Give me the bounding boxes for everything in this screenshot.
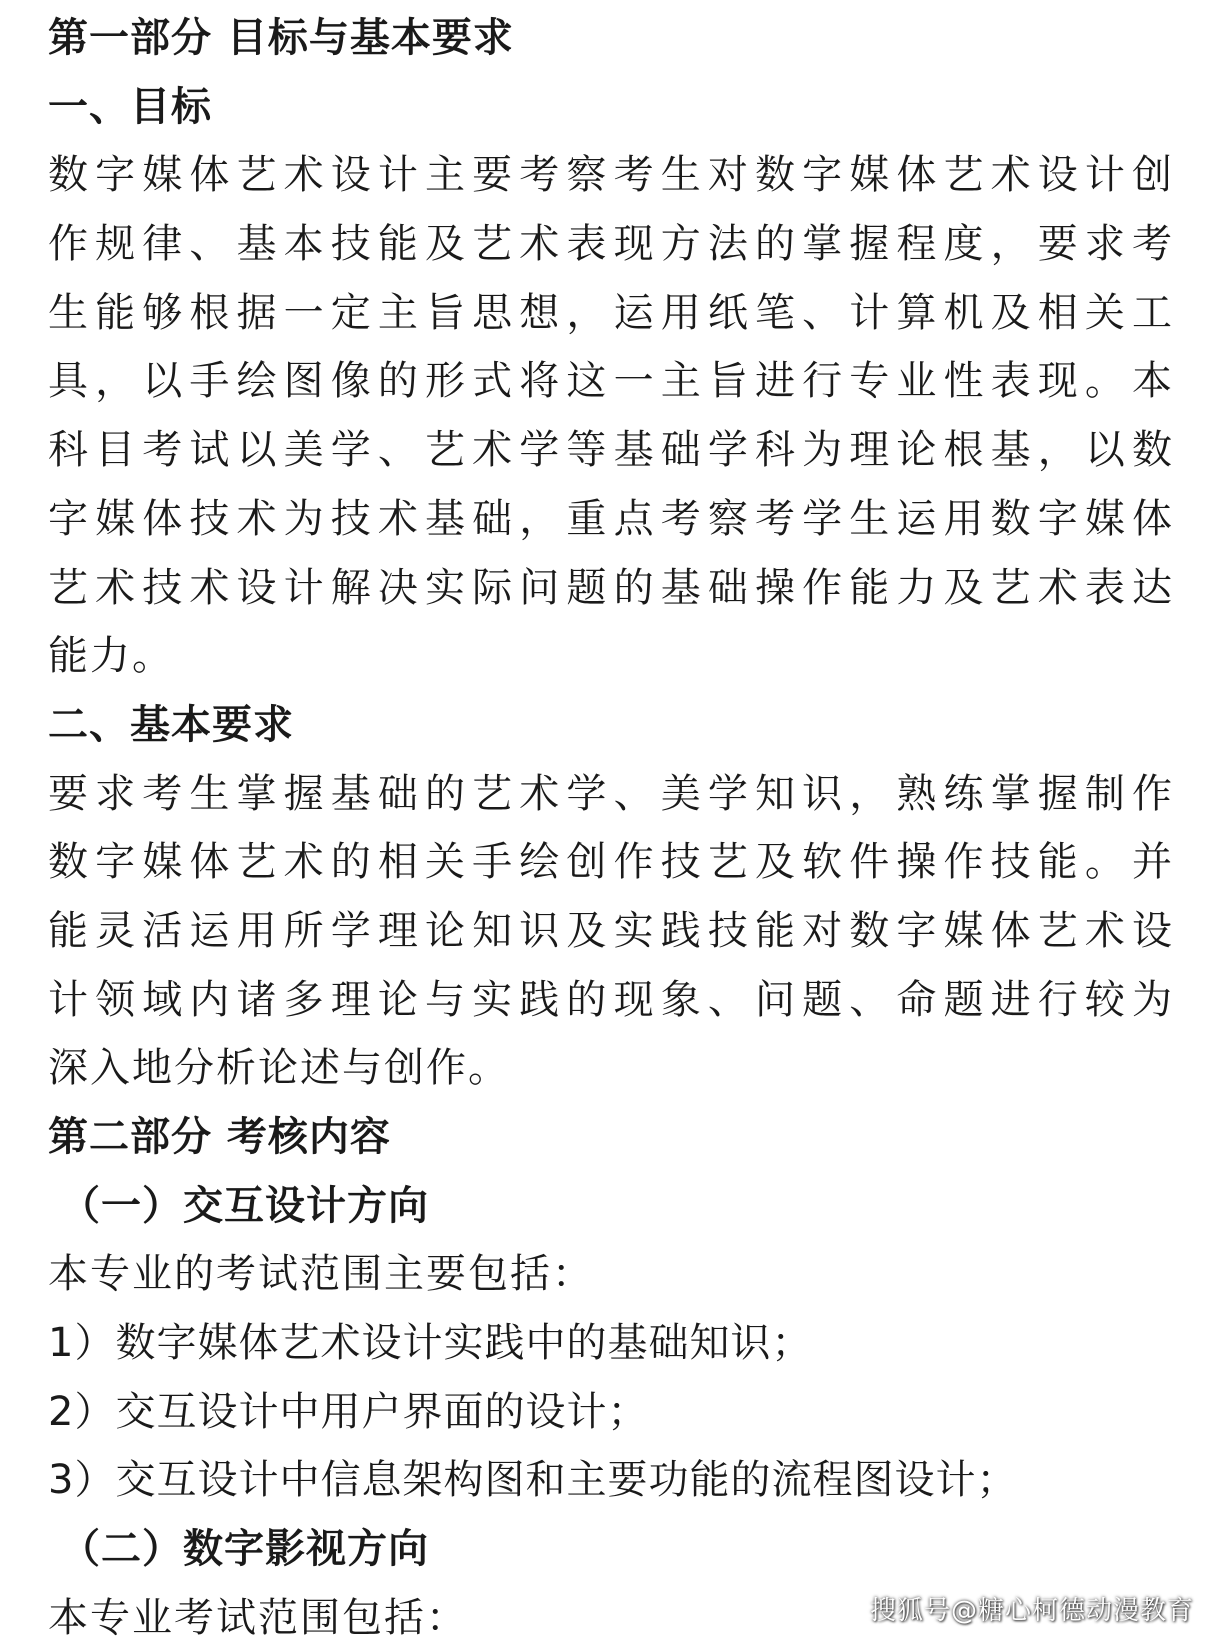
section1-title: 一、目标	[48, 83, 212, 130]
part1-title: 第一部分 目标与基本要求	[48, 15, 514, 61]
list-item: 1）数字媒体艺术设计实践中的基础知识；	[48, 1320, 813, 1367]
section1-line: 具，以手绘图像的形式将这一主旨进行专业性表现。本	[48, 358, 1174, 405]
section1-line: 数字媒体艺术设计主要考察考生对数字媒体艺术设计创	[48, 152, 1174, 199]
list-item: 3）交互设计中信息架构图和主要功能的流程图设计；	[48, 1457, 1018, 1504]
section2-line: 要求考生掌握基础的艺术学、美学知识，熟练掌握制作	[48, 770, 1174, 817]
sub2-title: （二）数字影视方向	[60, 1526, 429, 1573]
section2-line: 计领域内诸多理论与实践的现象、问题、命题进行较为	[48, 976, 1174, 1023]
section1-line: 字媒体技术为技术基础，重点考察考学生运用数字媒体	[48, 495, 1174, 542]
section1-line: 作规律、基本技能及艺术表现方法的掌握程度，要求考	[48, 221, 1174, 268]
document-body	[48, 4, 1174, 1639]
section2-line: 数字媒体艺术的相关手绘创作技艺及软件操作技能。并	[48, 839, 1174, 886]
section2-line: 能灵活运用所学理论知识及实践技能对数字媒体艺术设	[48, 907, 1174, 954]
part2-title: 第二部分 考核内容	[48, 1114, 391, 1160]
sub2-intro: 本专业考试范围包括：	[48, 1594, 468, 1639]
section2-title: 二、基本要求	[48, 701, 294, 748]
section1-line: 科目考试以美学、艺术学等基础学科为理论根基，以数	[48, 427, 1174, 474]
sub1-title: （一）交互设计方向	[60, 1182, 429, 1229]
section1-line: 艺术技术设计解决实际问题的基础操作能力及艺术表达	[48, 564, 1174, 611]
list-item: 2）交互设计中用户界面的设计；	[48, 1388, 649, 1435]
section2-line: 深入地分析论述与创作。	[48, 1045, 510, 1092]
section1-line: 生能够根据一定主旨思想，运用纸笔、计算机及相关工	[48, 289, 1174, 336]
watermark: 搜狐号@糖心柯德动漫教育	[869, 1596, 1194, 1626]
section1-line: 能力。	[48, 633, 174, 680]
sub1-intro: 本专业的考试范围主要包括：	[48, 1251, 594, 1298]
